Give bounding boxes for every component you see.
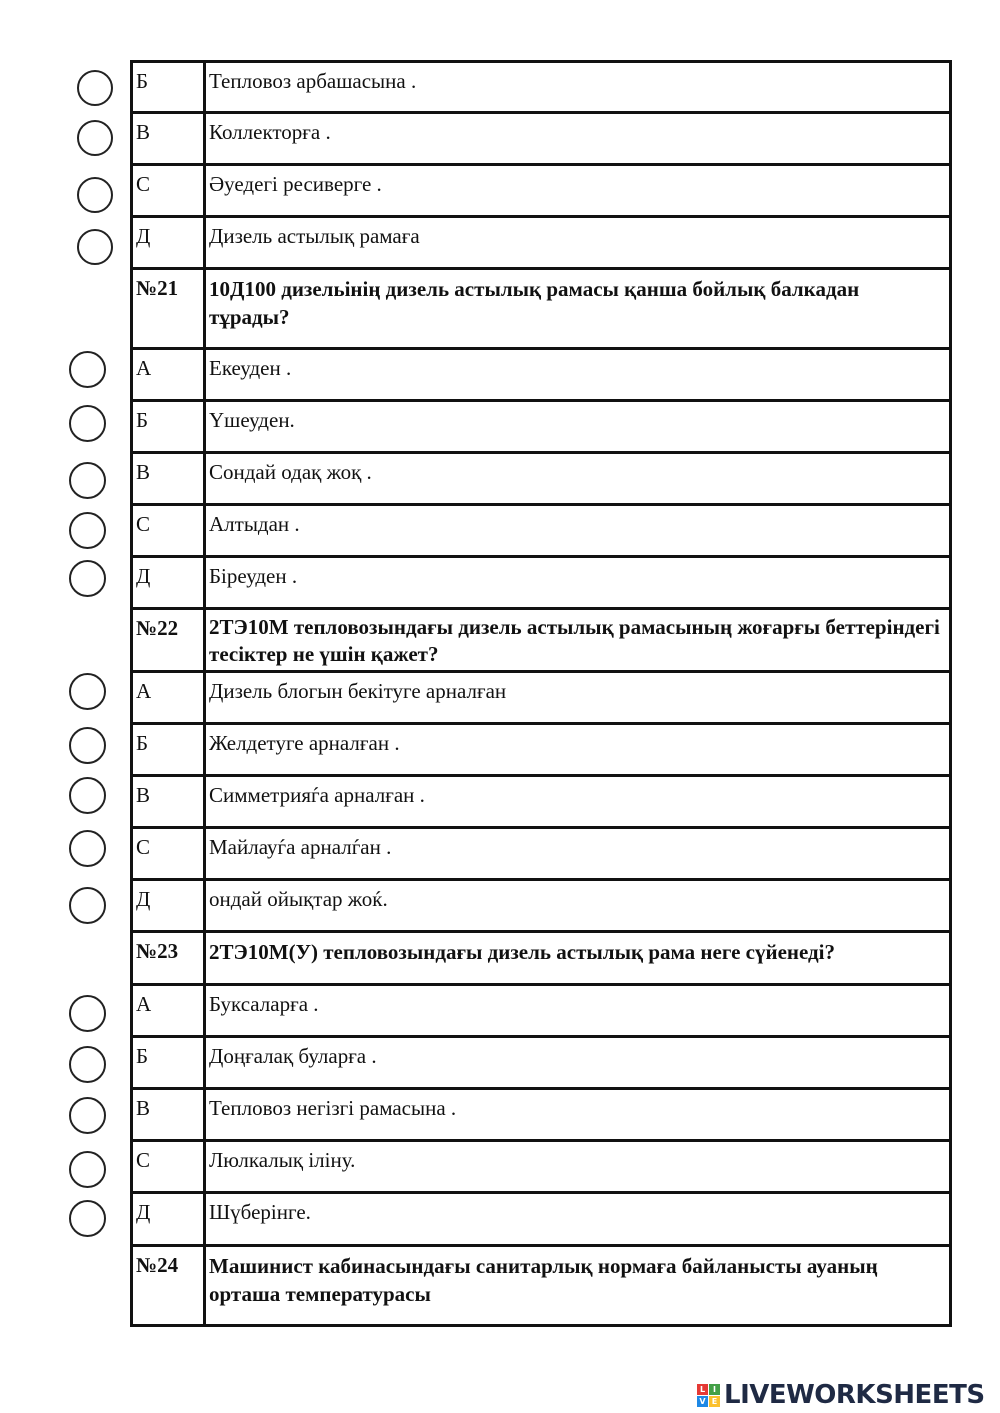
answer-row	[130, 506, 952, 558]
answer-radio[interactable]	[69, 462, 106, 499]
answer-radio[interactable]	[77, 177, 113, 213]
answer-radio[interactable]	[69, 673, 106, 710]
option-text: Әуедегі ресиверге .	[209, 172, 382, 196]
option-text: Шүберінге.	[209, 1200, 311, 1224]
option-letter: Д	[136, 224, 151, 248]
answer-radio[interactable]	[77, 120, 113, 156]
answer-row	[130, 350, 952, 402]
option-text: Сондай одақ жоқ .	[209, 460, 372, 484]
option-text: Тепловоз негізгі рамасына .	[209, 1096, 457, 1120]
question-row	[130, 270, 952, 350]
option-letter: А	[136, 356, 152, 380]
option-letter: В	[136, 120, 151, 144]
answer-radio[interactable]	[69, 1151, 106, 1188]
answer-radio[interactable]	[69, 995, 106, 1032]
answer-radio[interactable]	[77, 70, 113, 106]
answer-row	[130, 777, 952, 829]
answer-row	[130, 829, 952, 881]
answer-radio[interactable]	[69, 405, 106, 442]
answer-row	[130, 402, 952, 454]
answer-radio[interactable]	[69, 351, 106, 388]
option-letter: Д	[136, 1200, 151, 1224]
option-letter: Д	[136, 564, 151, 588]
answer-row	[130, 725, 952, 777]
option-text: ондай ойықтар жоќ.	[209, 887, 388, 911]
answer-row	[130, 881, 952, 933]
answer-row	[130, 166, 952, 218]
option-letter: В	[136, 1096, 151, 1120]
question-text: 10Д100 дизельінің дизель астылық рамасы қанша бойлық балкадан тұрады?	[209, 277, 860, 329]
option-text: Желдетуге арналған .	[209, 731, 400, 755]
logo-letter: V	[697, 1396, 708, 1407]
question-number: №24	[136, 1253, 179, 1277]
option-letter: Б	[136, 408, 149, 432]
option-letter: С	[136, 1148, 151, 1172]
option-letter: Б	[136, 1044, 149, 1068]
liveworksheets-logo	[697, 1378, 985, 1412]
option-text: Біреуден .	[209, 564, 298, 588]
answer-row	[130, 1142, 952, 1194]
answer-radio[interactable]	[69, 887, 106, 924]
option-text: Майлауѓа арналѓан .	[209, 835, 392, 859]
answer-row	[130, 1038, 952, 1090]
question-text: 2ТЭ10М тепловозындағы дизель астылық рамасының жоғарғы беттеріндегі тесіктер не үшін қажет?	[209, 615, 940, 666]
option-letter: С	[136, 512, 151, 536]
option-text: Дизель астылық рамаға	[209, 224, 420, 248]
option-text: Тепловоз арбашасына .	[209, 69, 417, 93]
logo-letter: E	[709, 1396, 720, 1407]
option-text: Алтыдан .	[209, 512, 300, 536]
option-letter: А	[136, 679, 152, 703]
answer-radio[interactable]	[69, 830, 106, 867]
logo-letter: I	[709, 1384, 720, 1395]
question-number: №22	[136, 616, 179, 640]
brand-name: LIVEWORKSHEETS	[724, 1380, 985, 1410]
option-text: Екеуден .	[209, 356, 292, 380]
answer-row	[130, 218, 952, 270]
option-letter: Б	[136, 69, 149, 93]
option-text: Коллекторға .	[209, 120, 331, 144]
answer-radio[interactable]	[69, 560, 106, 597]
option-text: Доңғалақ буларға .	[209, 1044, 377, 1068]
question-row	[130, 1247, 952, 1327]
answer-row	[130, 1194, 952, 1247]
answer-row	[130, 673, 952, 725]
option-letter: Б	[136, 731, 149, 755]
option-letter: С	[136, 172, 151, 196]
answer-radio[interactable]	[69, 727, 106, 764]
option-letter: В	[136, 460, 151, 484]
option-letter: С	[136, 835, 151, 859]
logo-letter: L	[697, 1384, 708, 1395]
option-text: Симметрияѓа арналған .	[209, 783, 425, 807]
option-text: Дизель блогын бекітуге арналған	[209, 679, 507, 703]
answer-radio[interactable]	[69, 777, 106, 814]
question-number: №21	[136, 276, 179, 300]
option-letter: В	[136, 783, 151, 807]
answer-radio[interactable]	[69, 512, 106, 549]
question-row	[130, 933, 952, 986]
question-text: 2ТЭ10М(У) тепловозындағы дизель астылық рама неге сүйенеді?	[209, 940, 836, 964]
option-text: Буксаларға .	[209, 992, 319, 1016]
logo-mark-icon	[697, 1384, 720, 1407]
answer-radio[interactable]	[69, 1200, 106, 1237]
question-text: Машинист кабинасындағы санитарлық нормаға байланысты ауаның орташа температурасы	[209, 1254, 878, 1306]
question-row	[130, 610, 952, 673]
answer-row	[130, 114, 952, 166]
answer-row	[130, 558, 952, 610]
answer-row	[130, 60, 952, 114]
option-letter: Д	[136, 887, 151, 911]
answer-row	[130, 454, 952, 506]
option-text: Люлкалық іліну.	[209, 1148, 356, 1172]
answer-row	[130, 986, 952, 1038]
option-letter: А	[136, 992, 152, 1016]
answer-radio[interactable]	[69, 1097, 106, 1134]
option-text: Үшеуден.	[209, 408, 295, 432]
question-number: №23	[136, 939, 179, 963]
answer-radio[interactable]	[69, 1046, 106, 1083]
answer-row	[130, 1090, 952, 1142]
answer-radio[interactable]	[77, 229, 113, 265]
